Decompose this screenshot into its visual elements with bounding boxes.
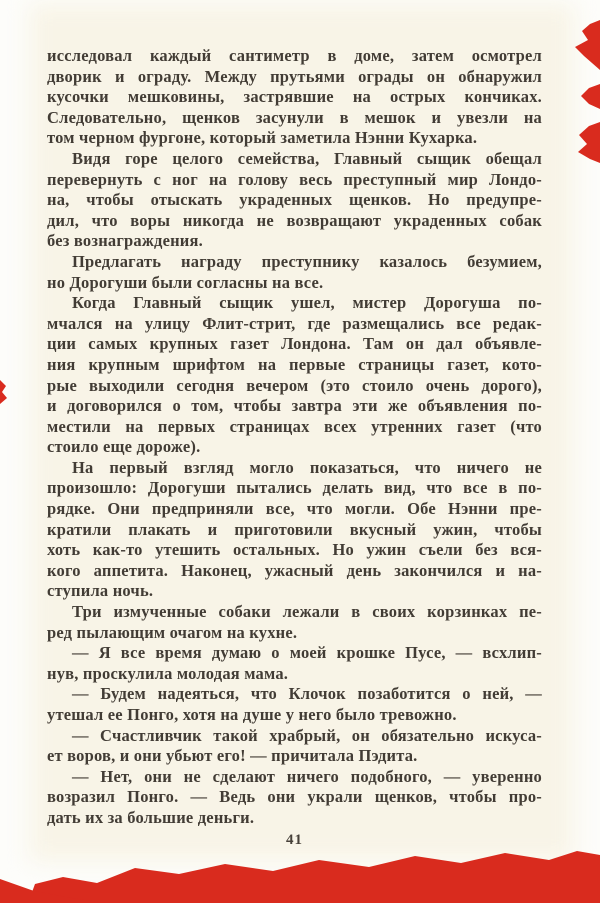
red-stain-top-right [575, 20, 600, 70]
text-line: дать их за большие деньги. [47, 807, 255, 827]
paragraph [47, 767, 542, 829]
paragraph [47, 726, 542, 767]
text-line: том черном фургоне, который заметила Нэнни Кухарка. [47, 128, 478, 148]
text-line: хоть как-то утешить остальных. Но ужин съели без вся- [47, 540, 542, 560]
text-line: кратили плакать и приготовили вкусный ужин, чтобы [47, 519, 542, 539]
text-line: на, чтобы отыскать украденных щенков. Но предупре- [47, 190, 542, 210]
text-line: произошло: Дорогуши пытались делать вид, что все в по- [47, 478, 542, 498]
paragraph [47, 293, 542, 458]
text-line: без вознаграждения. [47, 231, 203, 251]
text-line: кого аппетита. Наконец, ужасный день закончился и на- [47, 560, 542, 580]
red-stain-right-low [578, 122, 600, 163]
text-line: ступила ночь. [47, 581, 154, 601]
text-line: нув, проскулила молодая мама. [47, 663, 289, 683]
text-line: перевернуть с ног на голову весь преступный мир Лондо- [47, 169, 542, 189]
text-line: утешал ее Понго, хотя на душе у него было тревожно. [47, 705, 457, 724]
text-line: ния крупным шрифтом на первые страницы газет, кото- [47, 354, 542, 374]
text-line: ред пылающим очагом на кухне. [47, 622, 298, 642]
paragraph [47, 458, 542, 602]
text-line: Предлагать награду преступнику казалось безумием, [72, 251, 542, 271]
paragraph [47, 46, 542, 149]
page-number: 41 [286, 832, 303, 848]
text-line: дворик и ограду. Между прутьями ограды он обнаружил [47, 66, 542, 86]
text-line: мчался на улицу Флит-стрит, где размещались все редак- [47, 313, 542, 333]
text-line: — Будем надеяться, что Клочок позаботится о ней, — [72, 684, 542, 704]
red-stain-right-mid [581, 84, 600, 109]
text-line: — Счастливчик такой храбрый, он обязательно искуса- [72, 725, 542, 745]
text-line: — Я все время думаю о моей крошке Пусе, — всхлип- [72, 643, 542, 663]
red-stain-bottom-left-wedge [0, 879, 106, 903]
text-line: местили на первых страницах всех утренних газет (что [47, 416, 542, 436]
text-line: На первый взгляд могло показаться, что ничего не [72, 457, 542, 477]
text-line: стоило еще дороже). [47, 437, 201, 457]
text-line: кусочки мешковины, застрявшие на острых кончиках. [47, 87, 542, 107]
text-line: возразил Понго. — Ведь они украли щенков, чтобы про- [47, 787, 542, 807]
text-line: Видя горе целого семейства, Главный сыщик обещал [72, 148, 542, 168]
text-line: и договорился о том, чтобы завтра эти же объявления по- [47, 396, 542, 416]
text-line: но Дорогуши были согласны на все. [47, 272, 324, 292]
text-line: Когда Главный сыщик ушел, мистер Дорогуша по- [72, 293, 542, 313]
page-text [47, 46, 542, 829]
text-line: ет воров, и они убьют его! — причитала Пэдита. [47, 746, 418, 766]
text-line: Три измученные собаки лежали в своих корзинках пе- [72, 602, 542, 622]
paragraph [47, 643, 542, 684]
text-line: — Нет, они не сделают ничего подобного, — уверенно [72, 766, 542, 786]
text-line: рядке. Они предприняли все, что могли. Обе Нэнни пре- [47, 499, 542, 519]
paragraph [47, 602, 542, 643]
text-line: Следовательно, щенков засунули в мешок и увезли на [47, 107, 542, 127]
text-line: дил, что воры никогда не возвращают украденных собак [47, 210, 542, 230]
paragraph [47, 252, 542, 293]
text-line: исследовал каждый сантиметр в доме, затем осмотрел [47, 46, 542, 65]
red-stain-left-speck [0, 380, 7, 404]
paragraph [47, 149, 542, 252]
paragraph [47, 684, 542, 725]
text-line: ции самых крупных газет Лондона. Там он дал объявле- [47, 334, 542, 354]
text-line: рые выходили сегодня вечером (это стоило очень дорого), [47, 375, 542, 395]
